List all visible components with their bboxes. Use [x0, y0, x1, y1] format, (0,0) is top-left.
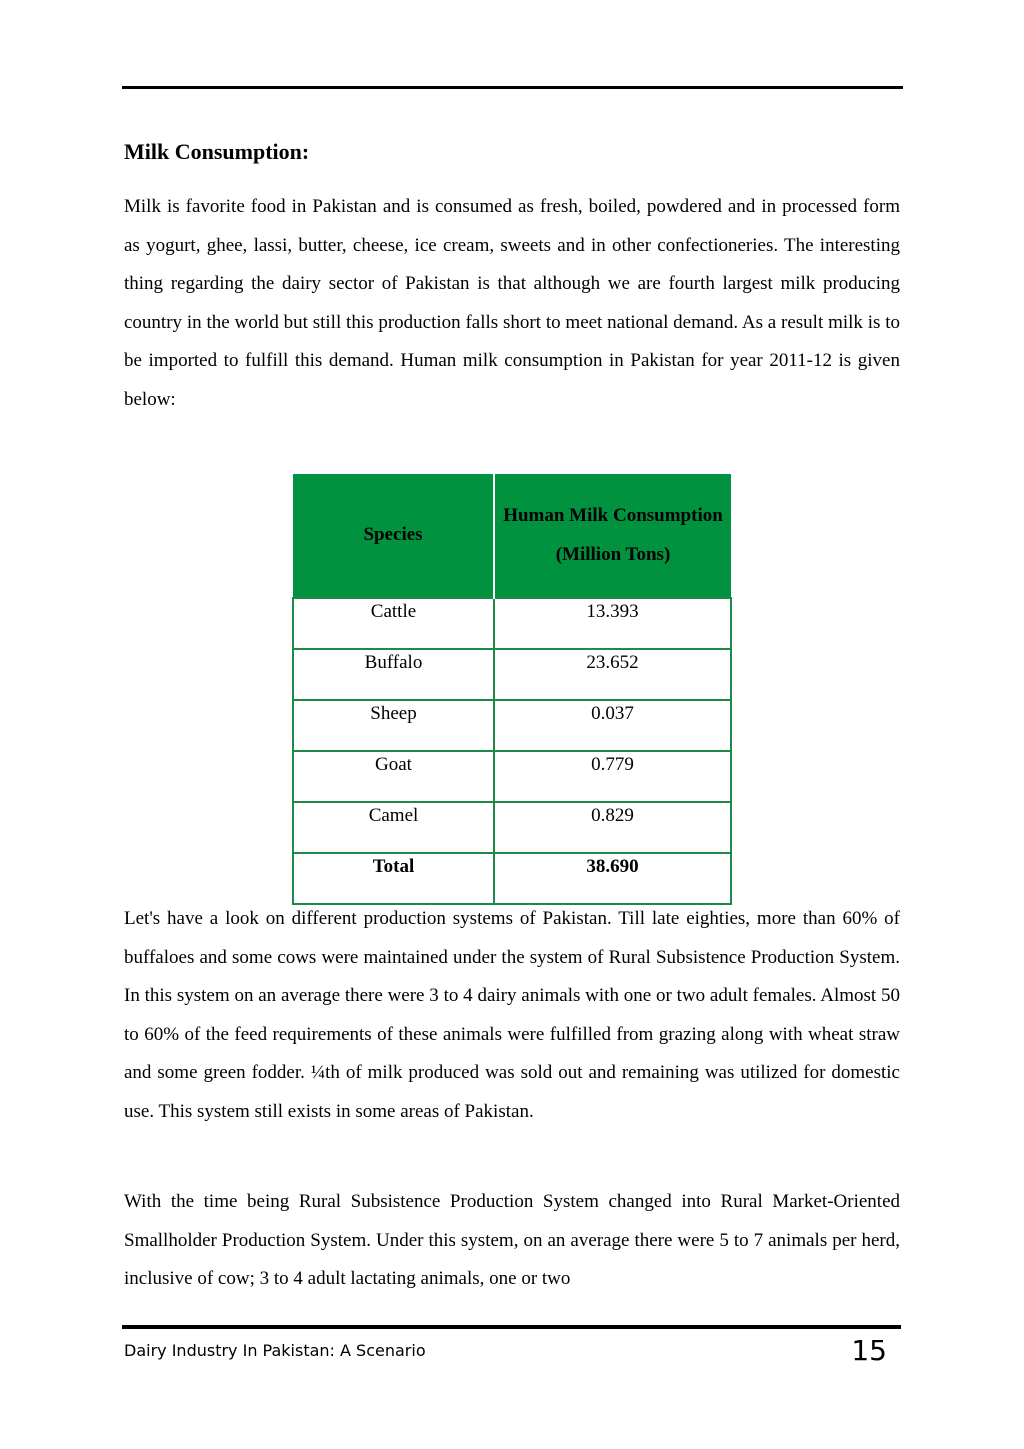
table-row — [293, 802, 731, 853]
table-row — [293, 700, 731, 751]
table-row — [293, 649, 731, 700]
species-cell: Buffalo — [293, 649, 494, 700]
intro-paragraph: Milk is favorite food in Pakistan and is consumed as fresh, boiled, powdered and in processed form as yogurt, ghee, lassi, butter, cheese, ice cream, sweets and in other confectioneries. The interesting thing regarding the dairy sector of Pakistan is that although we are fourth largest milk producing country in the world but still this production falls short to meet national demand. As a result milk is to be imported to fulfill this demand. Human milk consumption in Pakistan for year 2011-12 is given below: — [124, 196, 900, 410]
section-heading: Milk Consumption: — [124, 139, 310, 164]
header-consumption: Human Milk Consumption (Million Tons) — [494, 474, 731, 598]
species-cell: Goat — [293, 751, 494, 802]
header-rule — [122, 86, 903, 89]
species-cell: Sheep — [293, 700, 494, 751]
value-cell: 13.393 — [494, 598, 731, 649]
value-cell: 0.829 — [494, 802, 731, 853]
table-row — [293, 751, 731, 802]
value-cell: 0.037 — [494, 700, 731, 751]
species-cell: Cattle — [293, 598, 494, 649]
page-number: 15 — [851, 1334, 887, 1367]
production-systems-paragraph: Let's have a look on different production systems of Pakistan. Till late eighties, more than 60% of buffaloes and some cows were maintained under the system of Rural Subsistence Production System. In this system on an average there were 3 to 4 dairy animals with one or two adult females. Almost 50 to 60% of the feed requirements of these animals were fulfilled from grazing along with wheat straw and some green fodder. ¼th of milk produced was sold out and remaining was utilized for domestic use. This system still exists in some areas of Pakistan. — [124, 908, 900, 1122]
milk-consumption-table — [292, 474, 732, 905]
table-total-row — [293, 853, 731, 904]
table-row — [293, 598, 731, 649]
table-header-row — [293, 474, 731, 598]
value-cell: 23.652 — [494, 649, 731, 700]
smallholder-paragraph: With the time being Rural Subsistence Production System changed into Rural Market-Oriented Smallholder Production System. Under this system, on an average there were 5 to 7 animals per herd, inclusive of cow; 3 to 4 adult lactating animals, one or two — [124, 1191, 900, 1290]
footer-title: Dairy Industry In Pakistan: A Scenario — [124, 1341, 426, 1360]
total-label-cell: Total — [293, 853, 494, 904]
value-cell: 0.779 — [494, 751, 731, 802]
species-cell: Camel — [293, 802, 494, 853]
footer-rule — [122, 1325, 901, 1329]
total-value-cell: 38.690 — [494, 853, 731, 904]
header-species: Species — [293, 474, 494, 598]
